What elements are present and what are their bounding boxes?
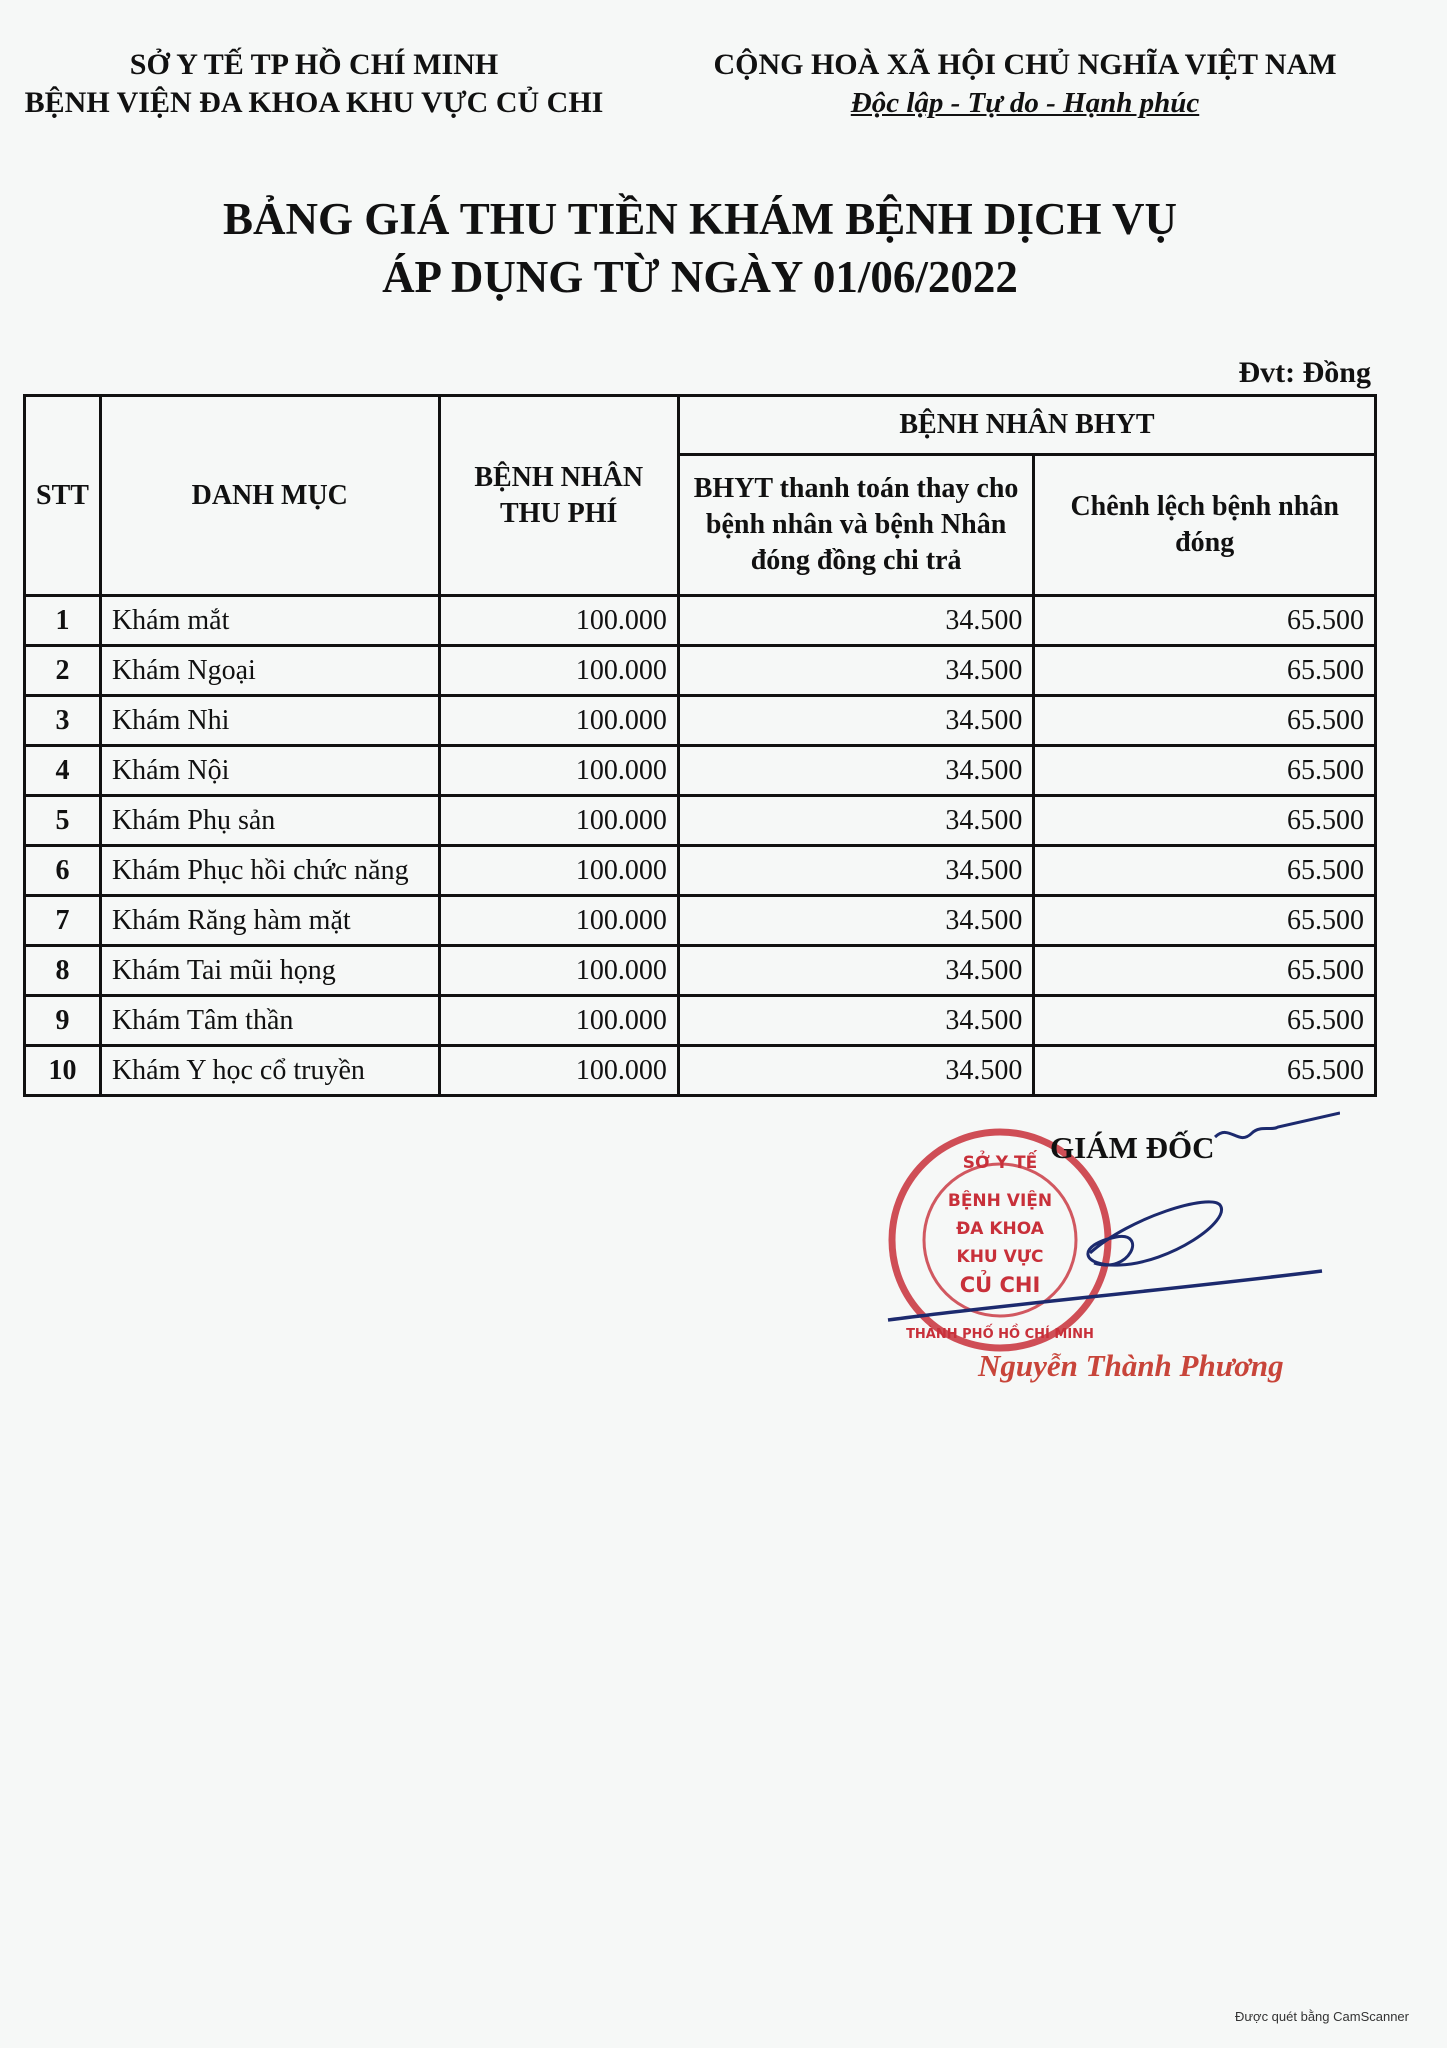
row-fee: 100.000 <box>439 946 678 996</box>
col-header-chenh-lech: Chênh lệch bệnh nhân đóng <box>1034 455 1376 596</box>
table-row <box>25 746 1376 796</box>
row-fee: 100.000 <box>439 1046 678 1096</box>
row-patient-difference: 65.500 <box>1034 696 1376 746</box>
row-fee: 100.000 <box>439 596 678 646</box>
row-stt: 5 <box>25 796 101 846</box>
row-bhyt-amount: 34.500 <box>678 1046 1034 1096</box>
agency-header <box>14 46 614 122</box>
col-header-thu-phi: BỆNH NHÂN THU PHÍ <box>439 396 678 596</box>
row-fee: 100.000 <box>439 996 678 1046</box>
col-header-bhyt-group: BỆNH NHÂN BHYT <box>678 396 1375 455</box>
table-row <box>25 796 1376 846</box>
row-stt: 4 <box>25 746 101 796</box>
price-table <box>23 394 1377 1097</box>
row-bhyt-amount: 34.500 <box>678 796 1034 846</box>
row-fee: 100.000 <box>439 746 678 796</box>
row-service-name: Khám Tâm thần <box>100 996 439 1046</box>
handwritten-signature <box>880 1105 1340 1335</box>
table-row <box>25 946 1376 996</box>
document-title <box>0 190 1400 306</box>
row-patient-difference: 65.500 <box>1034 946 1376 996</box>
row-patient-difference: 65.500 <box>1034 746 1376 796</box>
table-row <box>25 696 1376 746</box>
row-fee: 100.000 <box>439 646 678 696</box>
national-motto: Độc lập - Tự do - Hạnh phúc <box>850 87 1200 119</box>
row-service-name: Khám Phục hồi chức năng <box>100 846 439 896</box>
stamp-line-1: BỆNH VIỆN <box>947 1191 1053 1211</box>
national-header <box>705 46 1345 122</box>
director-name: Nguyễn Thành Phương <box>978 1348 1284 1383</box>
row-service-name: Khám Ngoại <box>100 646 439 696</box>
scanner-watermark: Được quét bằng CamScanner <box>1234 2009 1409 2024</box>
row-service-name: Khám mắt <box>100 596 439 646</box>
row-bhyt-amount: 34.500 <box>678 896 1034 946</box>
row-bhyt-amount: 34.500 <box>678 646 1034 696</box>
row-fee: 100.000 <box>439 796 678 846</box>
row-bhyt-amount: 34.500 <box>678 596 1034 646</box>
country-name: CỘNG HOÀ XÃ HỘI CHỦ NGHĨA VIỆT NAM <box>713 48 1337 81</box>
row-service-name: Khám Tai mũi họng <box>100 946 439 996</box>
table-row <box>25 846 1376 896</box>
table-row <box>25 1046 1376 1096</box>
row-bhyt-amount: 34.500 <box>678 746 1034 796</box>
table-row <box>25 596 1376 646</box>
row-patient-difference: 65.500 <box>1034 996 1376 1046</box>
table-row <box>25 996 1376 1046</box>
table-row <box>25 896 1376 946</box>
stamp-line-2: ĐA KHOA <box>956 1219 1044 1239</box>
title-line-1: BẢNG GIÁ THU TIỀN KHÁM BỆNH DỊCH VỤ <box>223 194 1177 244</box>
row-stt: 9 <box>25 996 101 1046</box>
row-service-name: Khám Nội <box>100 746 439 796</box>
signature-title: GIÁM ĐỐC <box>1050 1130 1215 1165</box>
row-bhyt-amount: 34.500 <box>678 696 1034 746</box>
stamp-ring-text-top: SỞ Y TẾ <box>962 1153 1038 1173</box>
title-line-2: ÁP DỤNG TỪ NGÀY 01/06/2022 <box>382 252 1018 302</box>
row-stt: 1 <box>25 596 101 646</box>
row-bhyt-amount: 34.500 <box>678 996 1034 1046</box>
row-bhyt-amount: 34.500 <box>678 946 1034 996</box>
row-service-name: Khám Phụ sản <box>100 796 439 846</box>
row-service-name: Khám Nhi <box>100 696 439 746</box>
stamp-line-4: CỦ CHI <box>959 1273 1041 1297</box>
row-service-name: Khám Y học cổ truyền <box>100 1046 439 1096</box>
row-fee: 100.000 <box>439 846 678 896</box>
row-patient-difference: 65.500 <box>1034 846 1376 896</box>
row-fee: 100.000 <box>439 696 678 746</box>
row-patient-difference: 65.500 <box>1034 796 1376 846</box>
col-header-danh-muc: DANH MỤC <box>100 396 439 596</box>
row-stt: 2 <box>25 646 101 696</box>
row-patient-difference: 65.500 <box>1034 596 1376 646</box>
row-patient-difference: 65.500 <box>1034 896 1376 946</box>
row-patient-difference: 65.500 <box>1034 646 1376 696</box>
currency-unit-note: Đvt: Đồng <box>1238 356 1371 389</box>
row-patient-difference: 65.500 <box>1034 1046 1376 1096</box>
col-header-bhyt-pays: BHYT thanh toán thay cho bệnh nhân và bệnh Nhân đóng đồng chi trả <box>678 455 1034 596</box>
row-bhyt-amount: 34.500 <box>678 846 1034 896</box>
row-stt: 10 <box>25 1046 101 1096</box>
row-service-name: Khám Răng hàm mặt <box>100 896 439 946</box>
table-row <box>25 646 1376 696</box>
row-stt: 3 <box>25 696 101 746</box>
stamp-ring-text-bottom: THÀNH PHỐ HỒ CHÍ MINH <box>906 1327 1094 1342</box>
row-stt: 7 <box>25 896 101 946</box>
row-stt: 8 <box>25 946 101 996</box>
row-stt: 6 <box>25 846 101 896</box>
department-name: SỞ Y TẾ TP HỒ CHÍ MINH <box>129 48 499 81</box>
hospital-name: BỆNH VIỆN ĐA KHOA KHU VỰC CỦ CHI <box>24 86 604 119</box>
stamp-line-3: KHU VỰC <box>956 1247 1044 1267</box>
row-fee: 100.000 <box>439 896 678 946</box>
col-header-stt: STT <box>25 396 101 596</box>
